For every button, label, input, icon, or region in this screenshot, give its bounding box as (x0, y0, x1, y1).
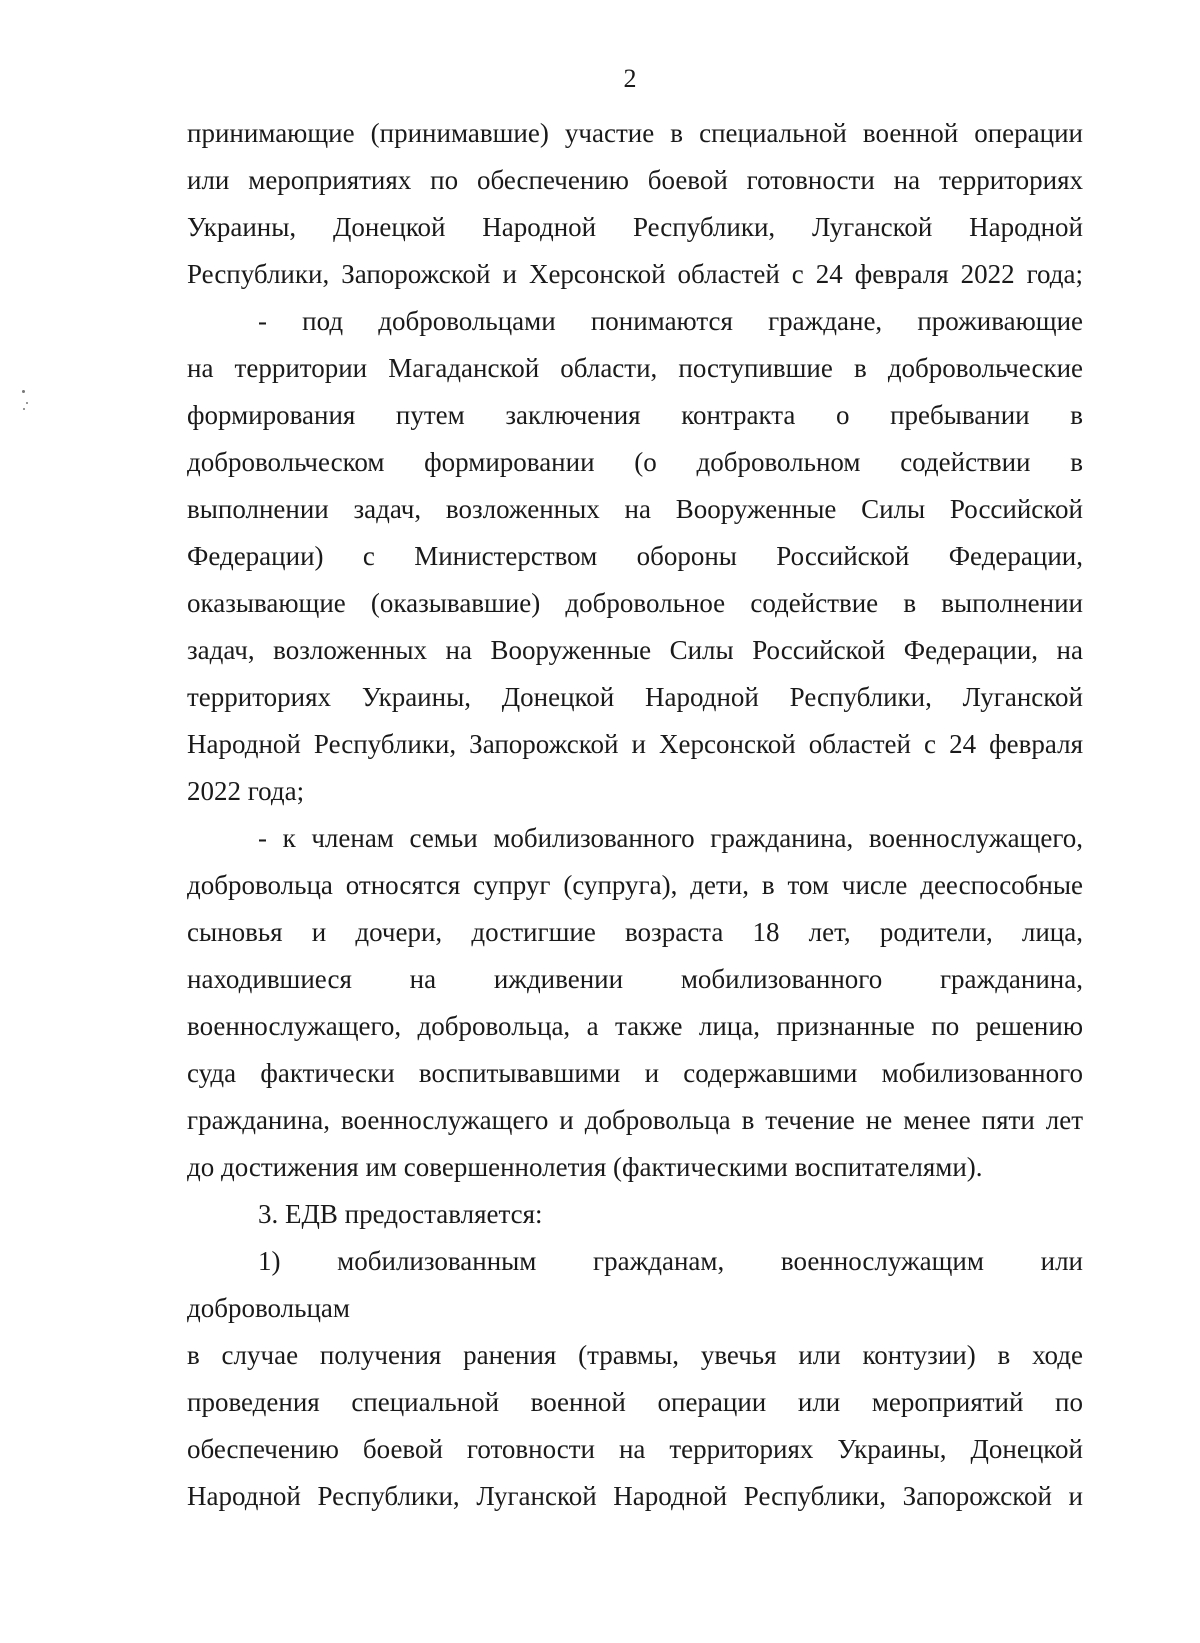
text-line: суда фактически воспитывавшими и содержавшими мобилизованного (187, 1058, 1083, 1088)
scan-artifact (26, 402, 28, 404)
text-line: обеспечению боевой готовности на территориях Украины, Донецкой (187, 1434, 1083, 1464)
text-line: находившиеся на иждивении мобилизованного гражданина, (187, 964, 1083, 994)
text-line: задач, возложенных на Вооруженные Силы Российской Федерации, на (187, 635, 1083, 665)
text-line: выполнении задач, возложенных на Вооруженные Силы Российской (187, 494, 1083, 524)
text-line: принимающие (принимавшие) участие в специальной военной операции (187, 118, 1083, 148)
text-line: формирования путем заключения контракта о пребывании в (187, 400, 1083, 430)
text-line: - под добровольцами понимаются граждане, проживающие (258, 306, 1083, 336)
text-line: сыновья и дочери, достигшие возраста 18 лет, родители, лица, (187, 917, 1083, 947)
text-line: в случае получения ранения (травмы, увечья или контузии) в ходе (187, 1340, 1083, 1370)
scan-artifact (22, 390, 25, 393)
text-line: оказывающие (оказывавшие) добровольное содействие в выполнении (187, 588, 1083, 618)
text-line: до достижения им совершеннолетия (фактическими воспитателями). (187, 1152, 983, 1182)
text-line: гражданина, военнослужащего и добровольца в течение не менее пяти лет (187, 1105, 1083, 1135)
text-line: проведения специальной военной операции или мероприятий по (187, 1387, 1083, 1417)
text-line: Украины, Донецкой Народной Республики, Луганской Народной (187, 212, 1083, 242)
text-line: Федерации) с Министерством обороны Российской Федерации, (187, 541, 1083, 571)
text-line: 3. ЕДВ предоставляется: (258, 1199, 543, 1229)
page-number: 2 (623, 64, 637, 93)
text-line: добровольцам (187, 1293, 350, 1323)
text-line: 2022 года; (187, 776, 305, 806)
text-line: добровольца относятся супруг (супруга), дети, в том числе дееспособные (187, 870, 1083, 900)
text-line: 1) мобилизованным гражданам, военнослужащим или (258, 1246, 1083, 1276)
text-line: или мероприятиях по обеспечению боевой готовности на территориях (187, 165, 1083, 195)
text-line: на территории Магаданской области, поступившие в добровольческие (187, 353, 1083, 383)
scan-artifact (23, 408, 25, 410)
text-line: территориях Украины, Донецкой Народной Республики, Луганской (187, 682, 1083, 712)
text-line: Народной Республики, Запорожской и Херсонской областей с 24 февраля (187, 729, 1083, 759)
text-line: Республики, Запорожской и Херсонской областей с 24 февраля 2022 года; (187, 259, 1083, 289)
text-line: добровольческом формировании (о добровольном содействии в (187, 447, 1083, 477)
text-line: - к членам семьи мобилизованного гражданина, военнослужащего, (258, 823, 1083, 853)
text-line: военнослужащего, добровольца, а также лица, признанные по решению (187, 1011, 1083, 1041)
text-line: Народной Республики, Луганской Народной Республики, Запорожской и (187, 1481, 1083, 1511)
